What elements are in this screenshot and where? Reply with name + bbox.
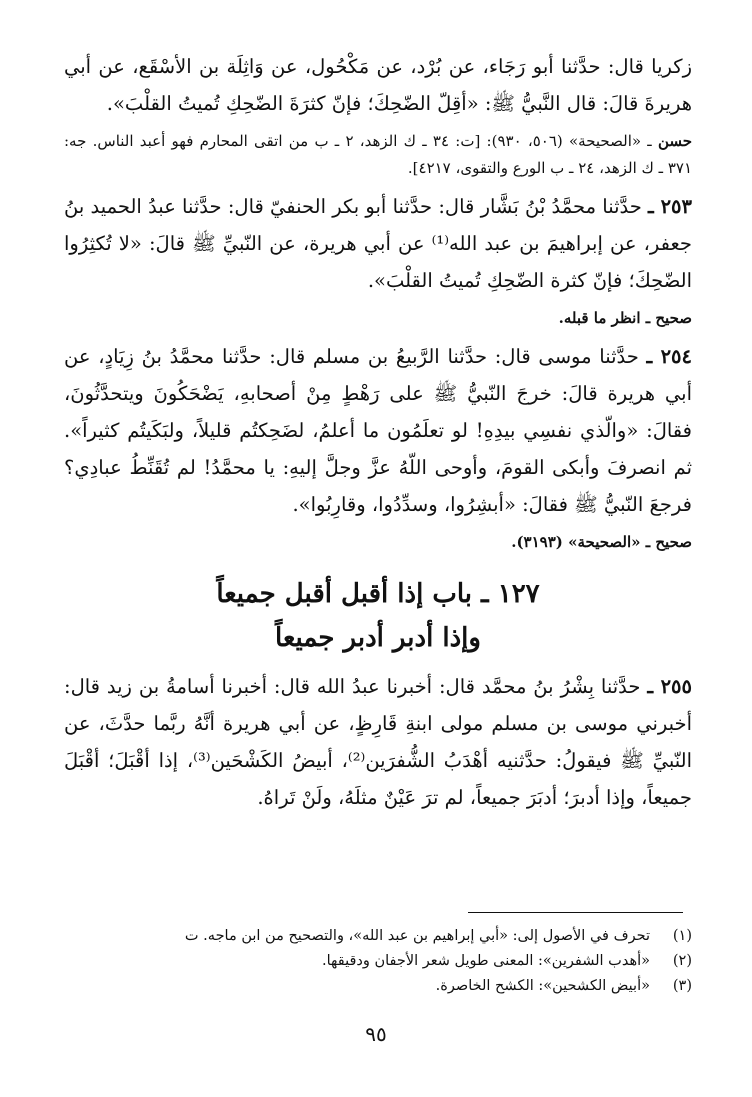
hadith-254: [64, 338, 692, 523]
footnote-number: (٢): [672, 953, 692, 969]
footnote-text: تحرف في الأصول إلى: «أبي إبراهيم بن عبد الله»، والتصحيح من ابن ماجه. ت: [184, 928, 650, 944]
footnote-2: [70, 949, 692, 974]
hadith-text: حدَّثنا موسى قال: حدَّثنا الرَّبيعُ بن مسلم قال: حدَّثنا محمَّدُ بنُ زِيَادٍ، عن أبي هريرة قالَ: خرجَ النّبيُّ ﷺ على رَهْطٍ مِنْ أصحابهِ، يَضْحَكُونَ ويتحدَّثُونَ، فقالَ: «والّذي نفسِي بيدِهِ! لو تعلَمُون ما أعلمُ، لضَحِكتُم قليلاً، ولبَكَيتُم كثيراً». ثم انصرفَ وأبكى القومَ، وأوحى اللّهُ عزَّ وجلَّ إليهِ: يا محمَّدُ! لم تُقَنِّطُ عبادِي؟ فرجعَ النّبيُّ ﷺ فقالَ: «أبشِرُوا، وسدِّدُوا، وقارِبُوا».: [64, 345, 692, 516]
hadith-text: حدَّثنا محمَّدُ بْنُ بَشَّار قال: حدَّثنا أبو بكر الحنفيّ قال: حدَّثنا عبدُ الحميد بنُ جعفر، عن إبراهيمَ بن عبد الله⁽¹⁾ عن أبي هريرة، عن النّبيِّ ﷺ قالَ: «لا تُكثِرُوا الضّحِكَ؛ فإنّ كثرة الضّحِكِ تُميتُ القلْبَ».: [64, 195, 692, 292]
footnotes: [70, 924, 692, 999]
hadith-number: ٢٥٣ ـ: [648, 195, 692, 218]
hadith-number: ٢٥٤ ـ: [646, 345, 692, 368]
grading-label: حسن: [657, 132, 693, 150]
hadith-text: حدَّثنا بِشْرُ بنُ محمَّد قال: أخبرنا عبدُ الله قال: أخبرنا أسامةُ بن زيد قال: أخبرني موسى بن مسلم مولى ابنةِ قَارِظٍ، عن أبي هريرة أنَّهُ ربَّما حدَّثَ، عن النّبيِّ ﷺ فيقولُ: حدَّثنيه أهْدَبُ الشُّفرَين⁽²⁾، أبيضُ الكَشْحَين⁽³⁾، إذا أقْبَلَ؛ أقْبَلَ جميعاً، وإذا أدبرَ؛ أدبَرَ جميعاً، لم ترَ عَيْنٌ مثلَهُ، ولَنْ تَراهُ.: [64, 675, 692, 809]
page-number: ٩٥: [365, 1022, 387, 1046]
footnote-divider: [468, 912, 683, 913]
hadith-intro-text: زكريا قال: حدَّثنا أبو رَجَاء، عن بُرْد، عن مَكْحُول، عن وَاثِلَة بن الأسْقَع، عن أبي هريرةَ قالَ: قال النَّبيُّ ﷺ: «أقِلّ الضّحِكَ؛ فإنّ كثرَةَ الضّحِكِ تُميتُ القلْبَ».: [64, 55, 692, 115]
footnote-text: «أهدب الشفرين»: المعنى طويل شعر الأجفان ودقيقها.: [322, 953, 650, 969]
hadith-number: ٢٥٥ ـ: [647, 675, 692, 698]
chapter-title-line1: ١٢٧ ـ باب إذا أقبل أقبل جميعاً: [216, 579, 540, 609]
grading-254: صحيح ـ «الصحيحة» (٣١٩٣).: [511, 533, 692, 551]
footnote-3: [70, 974, 692, 999]
footnote-number: (٣): [672, 978, 692, 994]
footnote-1: [70, 924, 692, 949]
footnote-number: (١): [672, 928, 692, 944]
chapter-title-line2: وإذا أدبر أدبر جميعاً: [275, 623, 481, 653]
grading-text: ـ «الصحيحة» (٥٠٦، ٩٣٠): [ت: ٣٤ ـ ك الزهد، ٢ ـ ب من اتقى المحارم فهو أعبد الناس. جه: ٣٧١ ـ ك الزهد، ٢٤ ـ ب الورع والتقوى، ٤٢١٧].: [64, 132, 692, 177]
grading-intro: [64, 128, 692, 182]
hadith-253: [64, 188, 692, 299]
hadith-255: [64, 668, 692, 816]
footnote-text: «أبيض الكشحين»: الكشح الخاصرة.: [435, 978, 650, 994]
grading-253: صحيح ـ انظر ما قبله.: [558, 309, 692, 327]
